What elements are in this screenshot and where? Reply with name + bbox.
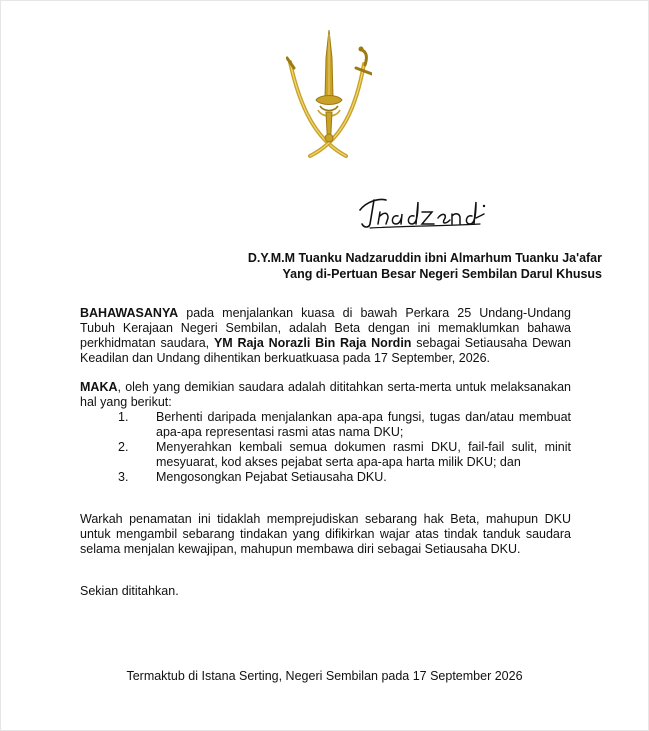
paragraph-text: sebagai Setiausaha Dewan Keadilan dan Undang dihentikan berkuatkuasa pada 17 September, 2026. — [80, 336, 571, 365]
list-item — [80, 470, 571, 485]
maka-keyword: MAKA — [80, 380, 118, 394]
royal-emblem-icon — [286, 28, 372, 162]
ruler-name: D.Y.M.M Tuanku Nadzaruddin ibni Almarhum Tuanku Ja'afar — [247, 251, 602, 265]
list-item-text: Menyerahkan kembali semua dokumen rasmi DKU, fail-fail sulit, minit mesyuarat, kod akses pejabat serta apa-apa harta milik DKU; dan — [156, 440, 571, 469]
paragraph-sekian: Sekian dititahkan. — [80, 584, 179, 598]
list-item-text: Mengosongkan Pejabat Setiausaha DKU. — [156, 470, 387, 484]
paragraph-bahawasanya — [80, 306, 571, 366]
paragraph-text: pada menjalankan kuasa di bawah Perkara 25 Undang-Undang Tubuh Kerajaan Negeri Sembilan, adalah Beta dengan ini memaklumkan bahawa perkhidmatan saudara, — [80, 306, 571, 350]
maka-intro — [80, 380, 571, 410]
recipient-name: YM Raja Norazli Bin Raja Nordin — [213, 336, 412, 350]
paragraph-warkah: Warkah penamatan ini tidaklah memprejudiskan sebarang hak Beta, mahupun DKU untuk mengambil sebarang tindakan yang difikirkan wajar atas tindak tanduk saudara selama menjalan kewajipan, mahupun membawa diri sebagai Setiausaha DKU. — [80, 512, 571, 556]
paragraph-text: , oleh yang demikian saudara adalah dititahkan serta-merta untuk melaksanakan hal yang berikut: — [80, 380, 571, 409]
ruler-title-block — [248, 250, 602, 282]
instruction-list — [80, 410, 571, 485]
bahawasanya-keyword: BAHAWASANYA — [80, 306, 179, 320]
list-item — [80, 410, 571, 440]
signature-icon — [356, 188, 486, 232]
list-item-number: 1. — [118, 410, 129, 424]
paragraph-maka — [80, 380, 571, 485]
list-item-number: 2. — [118, 440, 129, 454]
list-item-number: 3. — [118, 470, 129, 484]
closing-line: Termaktub di Istana Serting, Negeri Sembilan pada 17 September 2026 — [126, 669, 523, 683]
ruler-title: Yang di-Pertuan Besar Negeri Sembilan Darul Khusus — [282, 267, 602, 281]
list-item — [80, 440, 571, 470]
list-item-text: Berhenti daripada menjalankan apa-apa fungsi, tugas dan/atau membuat apa-apa representasi rasmi atas nama DKU; — [156, 410, 571, 439]
